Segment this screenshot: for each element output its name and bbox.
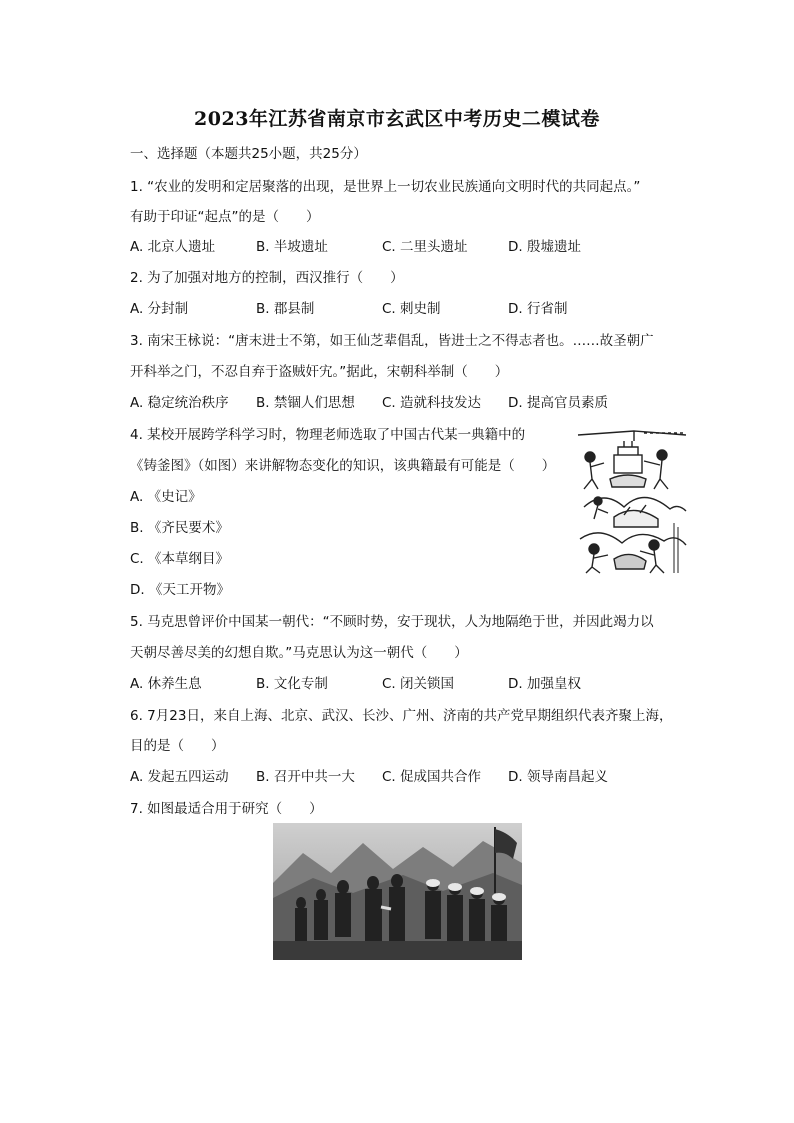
question-1-option-c: C. 二里头遗址 (382, 239, 468, 255)
question-3-option-d: D. 提高官员素质 (508, 395, 608, 411)
question-2-option-c: C. 刺史制 (382, 301, 441, 317)
question-3-line-2: 开科举之门，不忍自弃于盗贼奸宄。”据此，宋朝科举制（ ） (130, 364, 509, 380)
question-2-line-1: 2. 为了加强对地方的控制，西汉推行（ ） (130, 270, 404, 286)
question-2-option-a: A. 分封制 (130, 301, 189, 317)
question-6-line-1: 6. 7月23日，来自上海、北京、武汉、长沙、广州、济南的共产党早期组织代表齐聚上海， (130, 708, 673, 724)
question-4-option-d: D. 《天工开物》 (130, 582, 230, 598)
question-5-option-a: A. 休养生息 (130, 676, 202, 692)
page-title: 2023年江苏省南京市玄武区中考历史二模试卷 (194, 108, 600, 130)
question-6-option-d: D. 领导南昌起义 (508, 769, 608, 785)
question-7-line-1: 7. 如图最适合用于研究（ ） (130, 801, 323, 817)
section-heading: 一、选择题（本题共25小题，共25分） (130, 146, 367, 162)
question-6-line-2: 目的是（ ） (130, 738, 225, 754)
question-5-option-b: B. 文化专制 (256, 676, 328, 692)
question-3-option-c: C. 造就科技发达 (382, 395, 482, 411)
question-4-line-1: 4. 某校开展跨学科学习时，物理老师选取了中国古代某一典籍中的 (130, 427, 526, 443)
question-1-option-d: D. 殷墟遗址 (508, 239, 581, 255)
question-1-option-b: B. 半坡遗址 (256, 239, 328, 255)
question-1-line-1: 1. “农业的发明和定居聚落的出现，是世界上一切农业民族通向文明时代的共同起点。” (130, 179, 641, 195)
historical-painting-illustration (273, 823, 522, 960)
question-6-option-b: B. 召开中共一大 (256, 769, 355, 785)
question-5-line-2: 天朝尽善尽美的幻想自欺。”马克思认为这一朝代（ ） (130, 645, 468, 661)
question-5-line-1: 5. 马克思曾评价中国某一朝代：“不顾时势，安于现状，人为地隔绝于世，并因此竭力以 (130, 614, 654, 630)
question-4-option-a: A. 《史记》 (130, 489, 202, 505)
question-6-option-a: A. 发起五四运动 (130, 769, 229, 785)
question-2-option-b: B. 郡县制 (256, 301, 315, 317)
question-4-option-b: B. 《齐民要术》 (130, 520, 229, 536)
question-4-option-c: C. 《本草纲目》 (130, 551, 230, 567)
question-4-line-2: 《铸釜图》（如图）来讲解物态变化的知识，该典籍最有可能是（ ） (130, 458, 556, 474)
question-3-option-a: A. 稳定统治秩序 (130, 395, 229, 411)
question-3-option-b: B. 禁锢人们思想 (256, 395, 355, 411)
question-6-option-c: C. 促成国共合作 (382, 769, 482, 785)
question-1-option-a: A. 北京人遗址 (130, 239, 216, 255)
cauldron-casting-illustration (574, 427, 690, 575)
question-5-option-c: C. 闭关锁国 (382, 676, 455, 692)
question-3-line-1: 3. 南宋王栐说：“唐末进士不第，如王仙芝辈倡乱，皆进士之不得志者也。……故圣朝广 (130, 333, 654, 349)
question-2-option-d: D. 行省制 (508, 301, 568, 317)
question-1-line-2: 有助于印证“起点”的是（ ） (130, 209, 320, 225)
question-5-option-d: D. 加强皇权 (508, 676, 581, 692)
